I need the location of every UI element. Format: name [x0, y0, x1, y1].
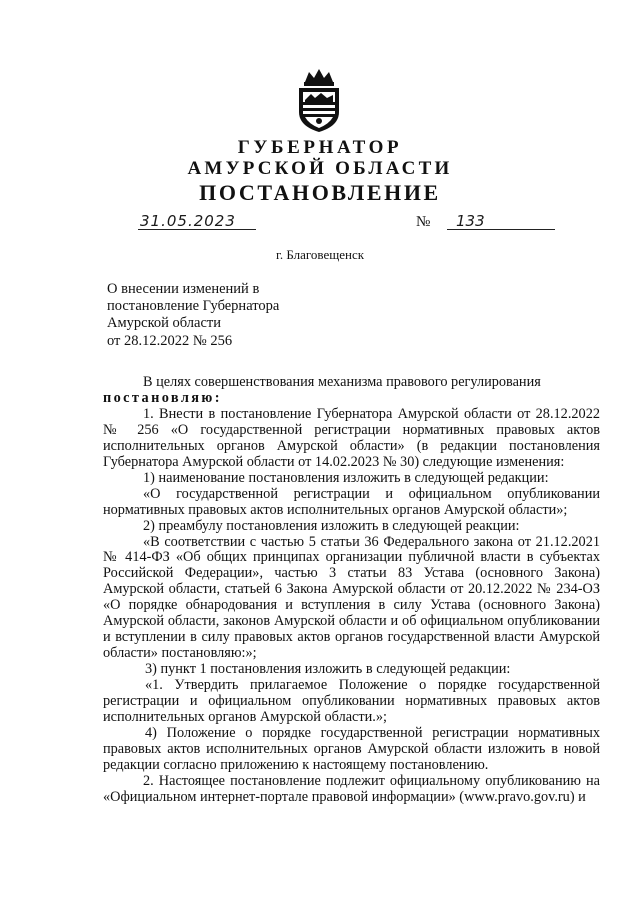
subject-line: О внесении изменений в	[107, 281, 260, 297]
issuer-title: ГУБЕРНАТОР	[237, 137, 403, 158]
number-label: №	[416, 214, 431, 230]
clause-1-1-text: «О государственной регистрации и официальном опубликовании нормативных правовых актов исполнительных органов Амурской области»;	[103, 485, 600, 518]
document-type-title: ПОСТАНОВЛЕНИЕ	[199, 180, 441, 205]
clause-1-3: 3) пункт 1 постановления изложить в следующей редакции:	[145, 661, 511, 678]
region-title: АМУРСКОЙ ОБЛАСТИ	[187, 158, 453, 179]
document-subject	[107, 281, 279, 350]
subject-line: Амурской области	[107, 315, 221, 332]
number-underline	[447, 229, 555, 230]
document-number: 133	[456, 212, 485, 230]
clause-1-3-text: «1. Утвердить прилагаемое Положение о порядке государственной регистрации и официальном опубликовании нормативных правовых актов исполнительных органов Амурской области.»;	[103, 677, 600, 726]
document-body	[103, 375, 600, 806]
clause-1-2: 2) преамбулу постановления изложить в следующей реакции:	[143, 517, 520, 534]
preamble: В целях совершенствования механизма правового регулирования	[143, 374, 541, 390]
clause-1-2-text: «В соответствии с частью 5 статьи 36 Федерального закона от 21.12.2021 № 414-ФЗ «Об общих принципах организации публичной власти в субъектах Российской Федерации», частью 3 статьи 83 Устава (основного Закона) Амурской области, статьей 6 Закона Амурской области от 20.12.2022 № 234-ОЗ «О порядке обнародования и вступления в силу Устава (основного Закона) Амурской области, законов Амурской области и об официальном опубликовании и вступлении в силу правовых актов органов государственной власти Амурской области» постановляю:»;	[103, 533, 600, 662]
document-date: 31.05.2023	[140, 212, 236, 230]
resolve-word: постановляю:	[103, 389, 222, 406]
clause-1-4: 4) Положение о порядке государственной регистрации нормативных правовых актов исполнительных органов Амурской области изложить в новой редакции согласно приложению к настоящему постановлению.	[103, 724, 600, 773]
subject-line: от 28.12.2022 № 256	[107, 332, 233, 349]
clause-1-1: 1) наименование постановления изложить в следующей редакции:	[143, 469, 549, 486]
city-of-issue: г. Благовещенск	[275, 247, 365, 262]
subject-line: постановление Губернатора	[107, 298, 280, 315]
clause-1: 1. Внести в постановление Губернатора Амурской области от 28.12.2022 № 256 «О государственной регистрации нормативных правовых актов исполнительных органов Амурской области» (в редакции постановления Губернатора Амурской области от 14.02.2023 № 30) следующие изменения:	[103, 405, 600, 470]
date-underline	[138, 229, 256, 230]
clause-2: 2. Настоящее постановление подлежит официальному опубликованию на «Официальном интернет-портале правовой информации» (www.pravo.gov.ru) и	[103, 772, 600, 805]
coat-of-arms-icon	[291, 66, 347, 134]
